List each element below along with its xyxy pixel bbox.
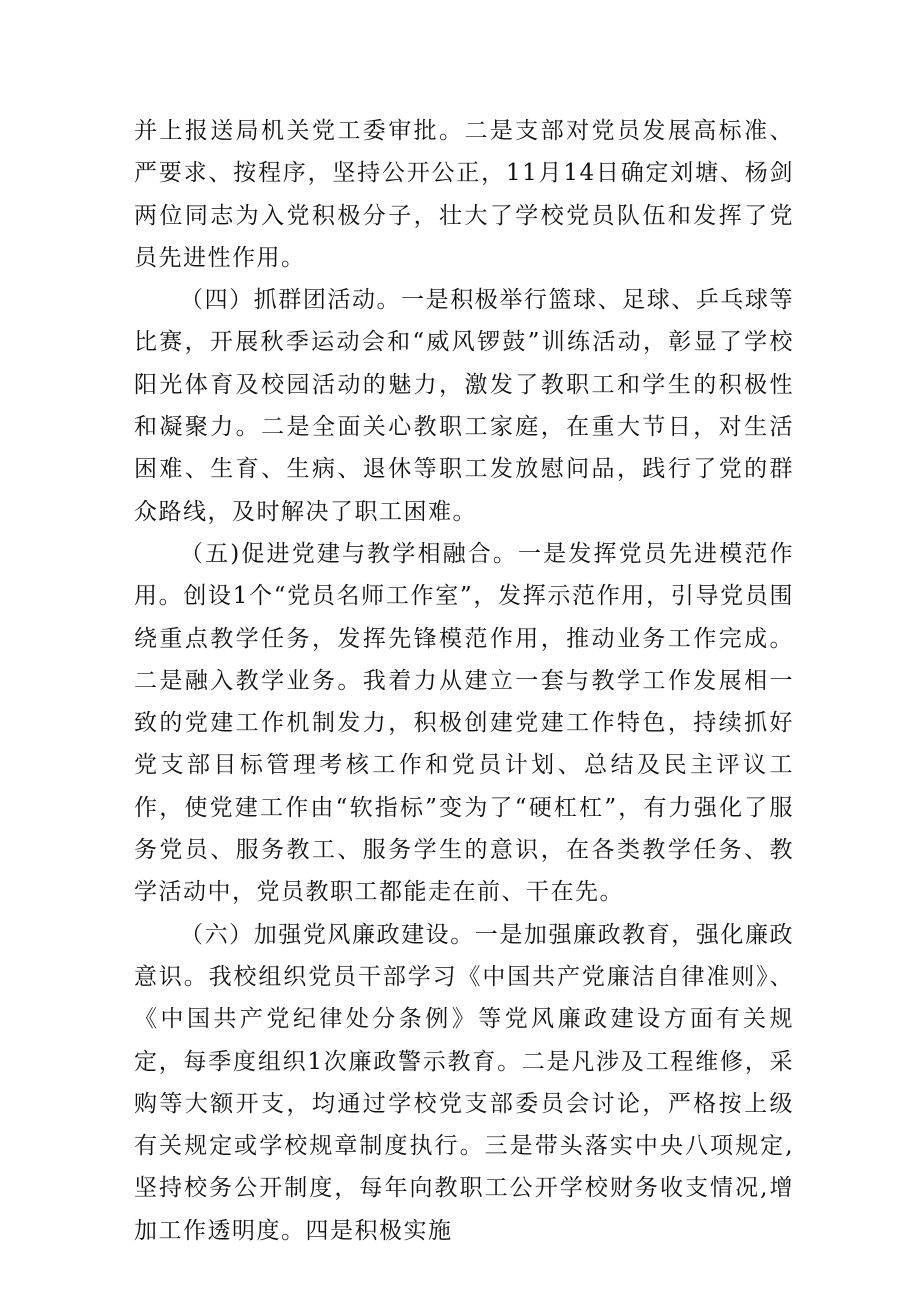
paragraph-section-5: （五)促进党建与教学相融合。一是发挥党员先进模范作用。创设1个“党员名师工作室”，发挥示范作用，引导党员围绕重点教学任务，发挥先锋模范作用，推动业务工作完成。二是融入教学业务。我着力从建立一套与教学工作发展相一致的党建工作机制发力，积极创建党建工作特色，持续抓好党支部目标管理考核工作和党员计划、总结及民主评议工作，使党建工作由“软指标”变为了“硬杠杠”，有力强化了服务党员、服务教工、服务学生的意识，在各类教学任务、教学活动中，党员教职工都能走在前、干在先。 xyxy=(134,540,794,906)
paragraph-section-6: （六）加强党风廉政建设。一是加强廉政教育，强化廉政意识。我校组织党员干部学习《中国共产党廉洁自律准则》、《中国共产党纪律处分条例》等党风廉政建设方面有关规定，每季度组织1次廉政警示教育。二是凡涉及工程维修，采购等大额开支，均通过学校党支部委员会讨论，严格按上级有关规定或学校规章制度执行。三是带头落实中央八项规定,坚持校务公开制度，每年向教职工公开学校财务收支情况,增加工作透明度。四是积极实施 xyxy=(134,921,794,1244)
paragraph-continuation: 并上报送局机关党工委审批。二是支部对党员发展高标准、严要求、按程序，坚持公开公正，11月14日确定刘塘、杨剑两位同志为入党积极分子，壮大了学校党员队伍和发挥了党员先进性作用。 xyxy=(134,118,794,271)
paragraph-section-4: （四）抓群团活动。一是积极举行篮球、足球、乒乓球等比赛，开展秋季运动会和“威风锣鼓”训练活动，彰显了学校阳光体育及校园活动的魅力，激发了教职工和学生的积极性和凝聚力。二是全面关心教职工家庭，在重大节日，对生活困难、生育、生病、退休等职工发放慰问品，践行了党的群众路线，及时解决了职工困难。 xyxy=(134,287,794,525)
body-text xyxy=(134,110,794,1252)
